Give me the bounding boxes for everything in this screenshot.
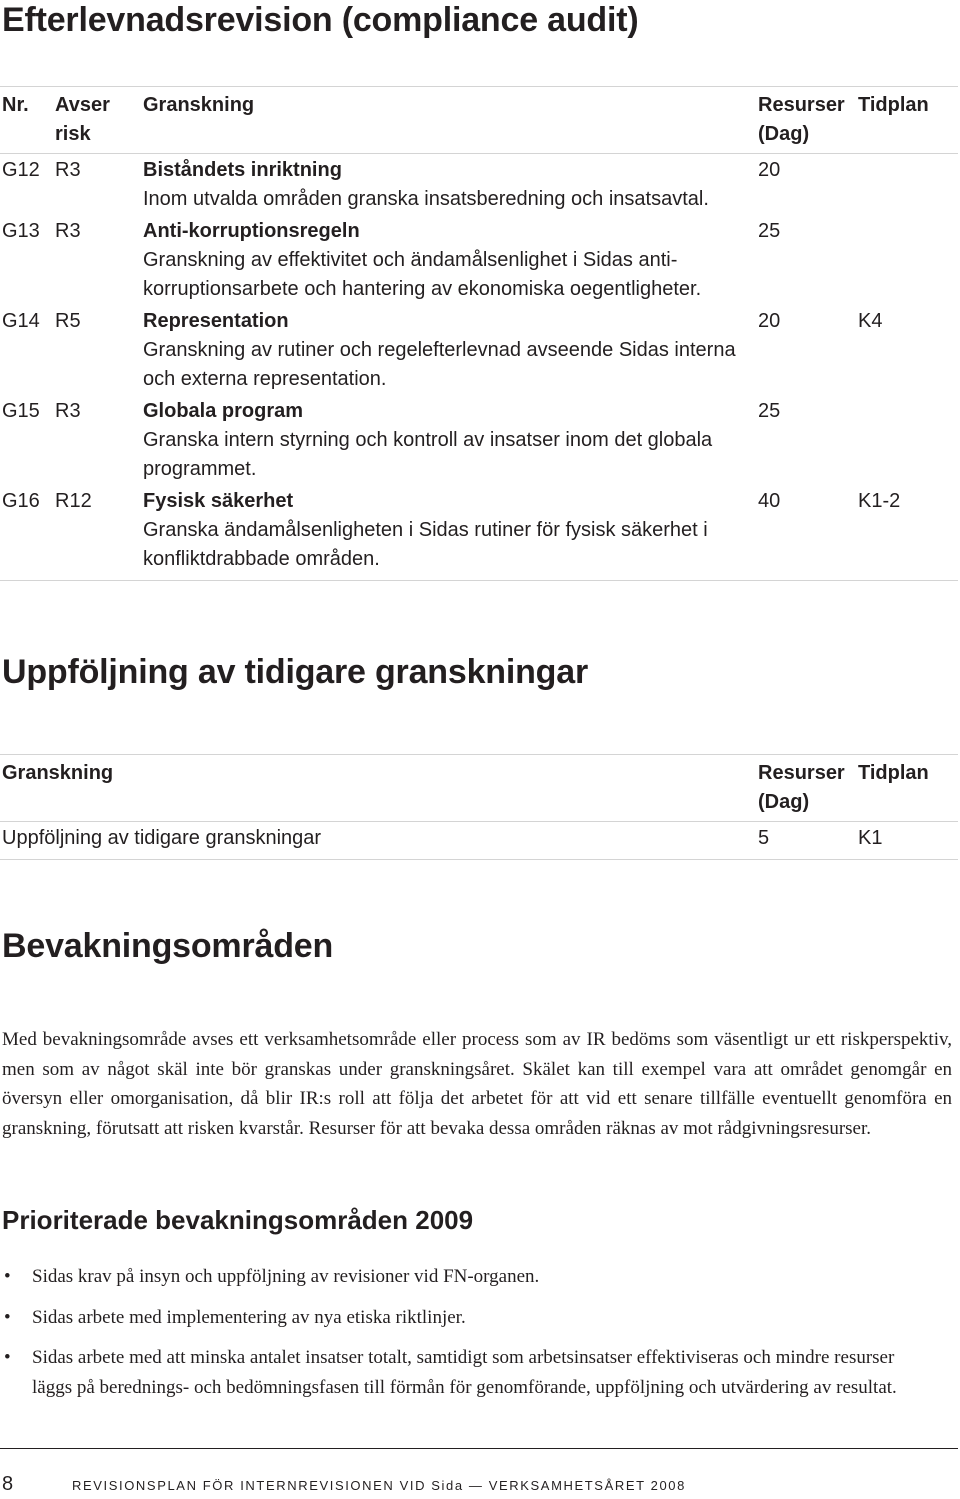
table-row [0, 395, 958, 485]
cell-risk: R3 [55, 159, 81, 181]
cell-nr: G12 [2, 159, 40, 181]
list-item [0, 1343, 930, 1402]
cell-tidplan [858, 154, 958, 216]
cell-nr: G13 [2, 220, 40, 242]
table-row [0, 154, 958, 216]
header-tidplan: Tidplan [858, 87, 958, 154]
audit-item-description: Granska ändamålsenligheten i Sidas rutiner för fysisk säkerhet i konfliktdrabbade områden. [143, 519, 708, 570]
compliance-audit-table [0, 86, 958, 581]
table-row [0, 485, 958, 581]
priority-areas-heading: Prioriterade bevakningsområden 2009 [2, 1205, 474, 1235]
table-row [0, 822, 958, 860]
bullet-icon: • [4, 1306, 11, 1328]
page-footer [0, 1448, 958, 1499]
table-header-row [0, 87, 958, 154]
cell-resurser: 20 [758, 310, 781, 332]
cell-granskning [143, 154, 758, 216]
cell-resurser: 25 [758, 220, 781, 242]
list-item-text: Sidas arbete med implementering av nya etiska riktlinjer. [32, 1306, 466, 1328]
cell-nr: G14 [2, 310, 40, 332]
audit-item-title: Fysisk säkerhet [143, 490, 294, 512]
running-title: REVISIONSPLAN FÖR INTERNREVISIONEN VID Sida — VERKSAMHETSÅRET 2008 [72, 1478, 686, 1493]
cell-risk: R12 [55, 485, 143, 581]
audit-item-description: Inom utvalda områden granska insatsberedning och insatsavtal. [143, 188, 709, 210]
header-granskning: Granskning [0, 755, 758, 822]
list-item [0, 1303, 930, 1333]
cell-tidplan: K1-2 [858, 485, 958, 581]
header-tidplan: Tidplan [858, 755, 958, 822]
cell-granskning [143, 305, 758, 395]
cell-tidplan [858, 215, 958, 305]
audit-item-title: Representation [143, 310, 289, 332]
list-item [0, 1262, 930, 1292]
audit-item-title: Globala program [143, 400, 304, 422]
cell-resurser: 20 [758, 159, 781, 181]
cell-risk: R3 [55, 400, 81, 422]
cell-risk: R5 [55, 310, 81, 332]
cell-granskning [143, 215, 758, 305]
header-risk: Avser risk [55, 87, 143, 154]
cell-tidplan: K4 [858, 310, 883, 332]
cell-nr: G15 [2, 400, 40, 422]
cell-resurser: 5 [758, 822, 858, 860]
cell-resurser: 40 [758, 485, 858, 581]
list-item-text: Sidas krav på insyn och uppföljning av revisioner vid FN-organen. [32, 1266, 540, 1287]
audit-item-title: Biståndets inriktning [143, 159, 342, 181]
table-row [0, 305, 958, 395]
audit-item-description: Granskning av rutiner och regelefterlevnad avseende Sidas interna och externa representation. [143, 339, 736, 390]
cell-risk: R3 [55, 220, 81, 242]
followup-heading: Uppföljning av tidigare granskningar [2, 653, 588, 691]
cell-granskning [143, 395, 758, 485]
table-row [0, 215, 958, 305]
cell-resurser: 25 [758, 400, 781, 422]
header-granskning: Granskning [143, 87, 758, 154]
followup-table [0, 754, 958, 860]
header-nr: Nr. [0, 87, 55, 154]
cell-tidplan [858, 395, 958, 485]
cell-nr: G16 [0, 485, 55, 581]
list-item-text: Sidas arbete med att minska antalet insatser totalt, samtidigt som arbetsinsatser effektiviseras och mindre resurser läggs på berednings- och bedömningsfasen till förmån för genomförande, uppföljning och utvärdering av resultat. [32, 1347, 897, 1398]
watch-areas-heading: Bevakningsområden [2, 927, 334, 965]
audit-item-description: Granska intern styrning och kontroll av insatser inom det globala programmet. [143, 429, 713, 480]
header-resurser: Resurser (Dag) [758, 87, 858, 154]
compliance-audit-heading: Efterlevnadsrevision (compliance audit) [2, 1, 639, 39]
header-resurser: Resurser (Dag) [758, 755, 858, 822]
audit-item-description: Granskning av effektivitet och ändamålsenlighet i Sidas anti-korruptionsarbete och hantering av ekonomiska oegentligheter. [143, 249, 702, 300]
cell-granskning [143, 485, 758, 581]
page-number: 8 [2, 1473, 14, 1495]
priority-areas-list [0, 1262, 930, 1413]
table-header-row [0, 755, 958, 822]
cell-granskning: Uppföljning av tidigare granskningar [0, 822, 758, 860]
watch-areas-paragraph: Med bevakningsområde avses ett verksamhetsområde eller process som av IR bedöms som väsentligt ur ett riskperspektiv, men som av något skäl inte bör granskas under granskningsåret. Skälet kan till exempel vara att området genomgår en översyn eller omorganisation, då blir IR:s roll att följa det arbetet för att vid ett senare tillfälle eventuellt genomföra en granskning, förutsatt att risken kvarstår. Resurser för att bevaka dessa områden räknas av mot rådgivningsresurser. [2, 1029, 952, 1139]
audit-item-title: Anti-korruptionsregeln [143, 220, 360, 242]
bullet-icon: • [4, 1266, 11, 1287]
bullet-icon: • [4, 1347, 11, 1368]
cell-tidplan: K1 [858, 822, 958, 860]
